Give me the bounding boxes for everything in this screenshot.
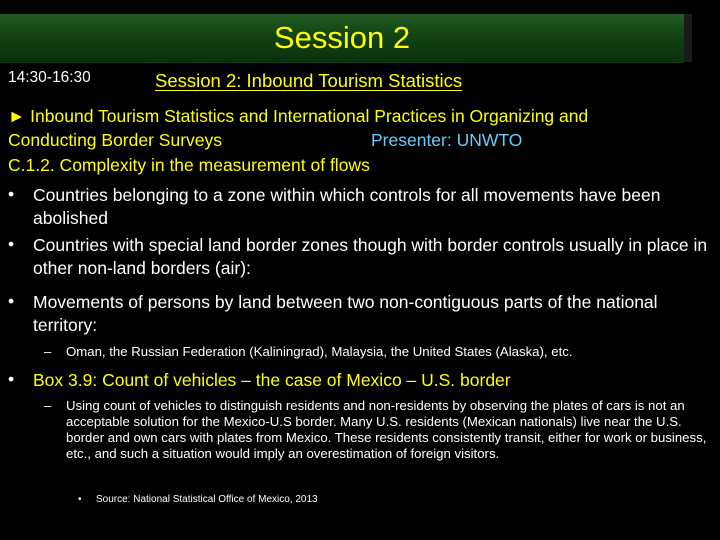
bullet-marker: • <box>8 369 15 389</box>
box-heading: Box 3.9: Count of vehicles – the case of Mexico – U.S. border <box>33 370 511 390</box>
session-time: 14:30-16:30 <box>8 69 91 86</box>
source-text: Source: National Statistical Office of Mexico, 2013 <box>96 494 318 505</box>
topic-line-1: ► Inbound Tourism Statistics and International Practices in Organizing and <box>8 106 589 126</box>
topic-line-2 <box>8 130 523 151</box>
bullet-text: Movements of persons by land between two non-contiguous parts of the national territory: <box>33 292 658 335</box>
examples-text: Oman, the Russian Federation (Kaliningrad), Malaysia, the United States (Alaska), etc. <box>66 344 573 359</box>
slide-title: Session 2 <box>273 20 411 55</box>
bullet-marker: • <box>8 291 15 311</box>
dash-marker: – <box>44 344 52 359</box>
presenter: Presenter: UNWTO <box>371 130 523 150</box>
title-bar <box>0 14 684 62</box>
bullet-marker: • <box>78 494 82 505</box>
topic-line-2-text: Conducting Border Surveys <box>8 130 222 150</box>
dash-marker: – <box>44 398 52 413</box>
title-bar-shadow <box>684 14 692 62</box>
bullet-marker: • <box>8 234 15 254</box>
bullet-text: Countries belonging to a zone within which controls for all movements have been abolished <box>33 185 661 228</box>
box-text: Using count of vehicles to distinguish residents and non-residents by observing the plates of cars is not an acceptable solution for the Mexico-U.S border. Many U.S. residents (Mexican nationals) live near the U.S. border and own cars with plates from Mexico. These residents consistently transit, either for work or business, etc., and such a situation would imply an overestimation of foreign visitors. <box>66 398 707 461</box>
section-heading: C.1.2. Complexity in the measurement of flows <box>8 155 370 175</box>
bullet-marker: • <box>8 184 15 204</box>
bullet-text: Countries with special land border zones though with border controls usually in place in other non-land borders (air): <box>33 235 708 278</box>
session-title: Session 2: Inbound Tourism Statistics <box>155 70 463 91</box>
